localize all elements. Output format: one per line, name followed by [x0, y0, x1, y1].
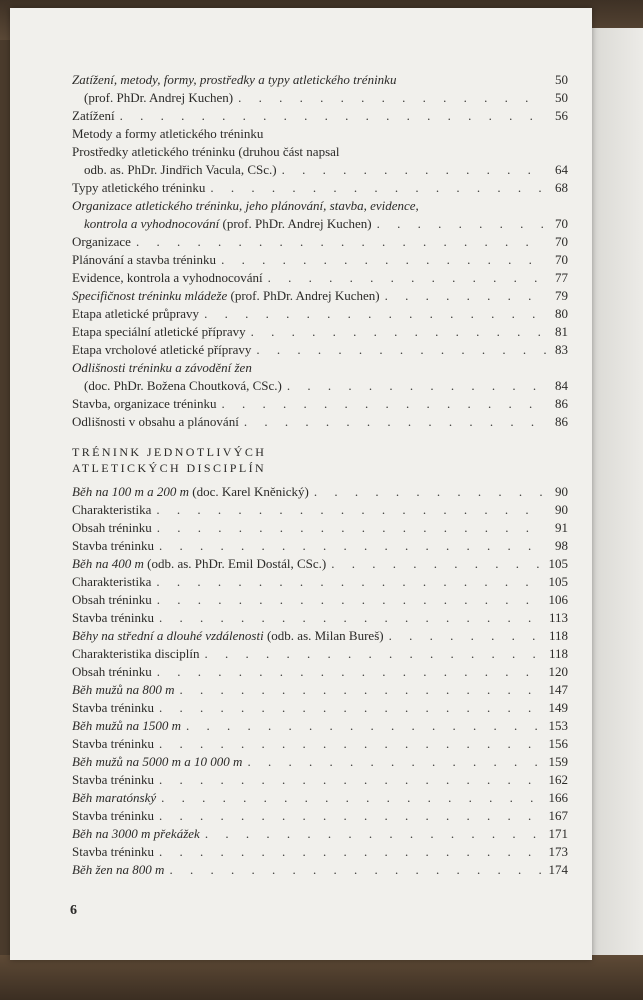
- toc-entry-title: Zatížení, metody, formy, prostředky a typy atletického tréninku: [72, 72, 397, 87]
- toc-entry-page: 79: [555, 288, 568, 303]
- toc-entry-title: Charakteristika disciplín: [72, 646, 200, 661]
- toc-entry-title: Stavba, organizace tréninku: [72, 396, 217, 411]
- toc-entry-title: Zatížení: [72, 108, 115, 123]
- toc-entry-title: Stavba tréninku: [72, 700, 154, 715]
- toc-dot-leader: [181, 718, 546, 733]
- toc-entry-page: 68: [555, 180, 568, 195]
- toc-entry-page: 70: [555, 216, 568, 231]
- toc-entry-author: (prof. PhDr. Andrej Kuchen): [219, 216, 372, 231]
- toc-entry-page: 64: [555, 162, 568, 177]
- toc-entry-author: (doc. Karel Kněnický): [189, 484, 309, 499]
- toc-entry-title: (prof. PhDr. Andrej Kuchen): [84, 90, 234, 105]
- toc-entry-title: Plánování a stavba tréninku: [72, 252, 217, 267]
- toc-entry: [72, 126, 568, 141]
- toc-entry: [72, 144, 568, 159]
- toc-entry-title: Organizace atletického tréninku, jeho plánování, stavba, evidence,: [72, 198, 419, 213]
- toc-entry-title: Etapa speciální atletické přípravy: [72, 324, 246, 339]
- toc-dot-leader: [380, 288, 546, 303]
- toc-entry-title: Organizace: [72, 234, 131, 249]
- toc-dot-leader: [251, 342, 546, 357]
- toc-entry-page: 84: [555, 378, 568, 393]
- section-heading-line: TRÉNINK JEDNOTLIVÝCH: [72, 445, 267, 459]
- toc-dot-leader: [154, 844, 546, 859]
- toc-dot-leader: [200, 826, 546, 841]
- toc-entry-title: Charakteristika: [72, 502, 152, 517]
- toc-entry-title: Stavba tréninku: [72, 844, 154, 859]
- toc-entry: [72, 90, 568, 105]
- toc-dot-leader: [152, 592, 546, 607]
- toc-entry-title: Běhy na střední a dlouhé vzdálenosti: [72, 628, 264, 643]
- toc-entry-title: Běh mužů na 5000 m a 10 000 m: [72, 754, 243, 769]
- toc-entry-page: 70: [555, 234, 568, 249]
- toc-entry: [72, 664, 568, 679]
- toc-entry: [72, 414, 568, 429]
- toc-entry: [72, 700, 568, 715]
- background-desk-bottom: [0, 955, 643, 1000]
- toc-entry: [72, 718, 568, 733]
- toc-dot-leader: [246, 324, 546, 339]
- toc-dot-leader: [154, 772, 546, 787]
- toc-entry-title: (doc. PhDr. Božena Choutková, CSc.): [84, 378, 282, 393]
- toc-entry-page: 81: [555, 324, 568, 339]
- toc-entry-page: 171: [548, 826, 568, 841]
- toc-entry: [72, 844, 568, 859]
- toc-entry: [72, 754, 568, 769]
- toc-entry-page: 105: [548, 574, 568, 589]
- toc-entry-title: Etapa vrcholové atletické přípravy: [72, 342, 252, 357]
- toc-dot-leader: [384, 628, 546, 643]
- toc-entry-title: Metody a formy atletického tréninku: [72, 126, 264, 141]
- toc-dot-leader: [217, 396, 546, 411]
- toc-entry-page: 113: [548, 610, 568, 625]
- toc-entry-title: odb. as. PhDr. Jindřich Vacula, CSc.): [84, 162, 277, 177]
- toc-entry-author: (prof. PhDr. Andrej Kuchen): [227, 288, 380, 303]
- toc-dot-leader: [152, 664, 546, 679]
- toc-dot-leader: [154, 736, 546, 751]
- toc-dot-leader: [156, 790, 546, 805]
- toc-entry: [72, 306, 568, 321]
- toc-dot-leader: [216, 252, 546, 267]
- toc-entry-page: 86: [555, 396, 568, 411]
- toc-entry: [72, 790, 568, 805]
- toc-entry: [72, 252, 568, 267]
- toc-entry: [72, 180, 568, 195]
- toc-entry-title: Odlišnosti tréninku a závodění žen: [72, 360, 252, 375]
- toc-dot-leader: [326, 556, 546, 571]
- toc-dot-leader: [151, 574, 546, 589]
- toc-entry: [72, 324, 568, 339]
- toc-entry-page: 50: [555, 90, 568, 105]
- toc-entry-title: Etapa atletické průpravy: [72, 306, 200, 321]
- toc-entry: [72, 72, 568, 87]
- toc-entry-title: Stavba tréninku: [72, 772, 154, 787]
- toc-entry: [72, 826, 568, 841]
- toc-dot-leader: [263, 270, 546, 285]
- toc-entry-page: 90: [555, 484, 568, 499]
- toc-dot-leader: [131, 234, 546, 249]
- toc-dot-leader: [242, 754, 546, 769]
- toc-entry-page: 105: [548, 556, 568, 571]
- toc-entry-title: Odlišnosti v obsahu a plánování: [72, 414, 239, 429]
- toc-dot-leader: [199, 306, 546, 321]
- toc-entry: [72, 360, 568, 375]
- toc-dot-leader: [282, 378, 546, 393]
- toc-entry-page: 120: [548, 664, 568, 679]
- toc-entry-title: Běh na 100 m a 200 m: [72, 484, 189, 499]
- toc-entry-title: Běh mužů na 1500 m: [72, 718, 182, 733]
- toc-dot-leader: [154, 808, 546, 823]
- toc-entry-page: 159: [548, 754, 568, 769]
- toc-dot-leader: [199, 646, 546, 661]
- toc-dot-leader: [309, 484, 546, 499]
- toc-dot-leader: [239, 414, 546, 429]
- book-page: [10, 8, 592, 960]
- toc-entry: [72, 502, 568, 517]
- toc-entry-title: Běh mužů na 800 m: [72, 682, 175, 697]
- toc-entry-title: kontrola a vyhodnocování: [84, 216, 220, 231]
- toc-entry-title: Stavba tréninku: [72, 808, 154, 823]
- toc-dot-leader: [154, 538, 546, 553]
- toc-entry: [72, 484, 568, 499]
- toc-dot-leader: [154, 610, 546, 625]
- toc-entry-page: 77: [555, 270, 568, 285]
- toc-dot-leader: [277, 162, 546, 177]
- toc-entry-title: Stavba tréninku: [72, 538, 154, 553]
- toc-entry-title: Prostředky atletického tréninku (druhou část napsal: [72, 144, 340, 159]
- section-heading: [72, 444, 472, 476]
- toc-entry: [72, 396, 568, 411]
- toc-entry: [72, 108, 568, 123]
- toc-entry-title: Běh na 3000 m překážek: [72, 826, 200, 841]
- toc-entry-author: (odb. as. PhDr. Emil Dostál, CSc.): [143, 556, 327, 571]
- toc-entry: [72, 556, 568, 571]
- toc-entry: [72, 288, 568, 303]
- toc-entry-page: 80: [555, 306, 568, 321]
- toc-entry: [72, 736, 568, 751]
- toc-entry: [72, 628, 568, 643]
- toc-dot-leader: [372, 216, 546, 231]
- toc-entry: [72, 610, 568, 625]
- toc-entry-page: 166: [548, 790, 568, 805]
- toc-entry-page: 70: [555, 252, 568, 267]
- toc-entry-title: Stavba tréninku: [72, 736, 154, 751]
- background-facing-page: [588, 28, 643, 988]
- section-heading-line: ATLETICKÝCH DISCIPLÍN: [72, 461, 267, 475]
- toc-entry-page: 153: [548, 718, 568, 733]
- toc-entry-page: 173: [548, 844, 568, 859]
- toc-entry-page: 162: [548, 772, 568, 787]
- toc-entry-page: 167: [548, 808, 568, 823]
- toc-entry-page: 149: [548, 700, 568, 715]
- toc-entry: [72, 808, 568, 823]
- toc-entry: [72, 342, 568, 357]
- toc-dot-leader: [151, 502, 546, 517]
- page-number: 6: [70, 903, 77, 918]
- toc-entry-page: 56: [555, 108, 568, 123]
- toc-entry-page: 118: [548, 628, 568, 643]
- toc-dot-leader: [233, 90, 546, 105]
- toc-entry-title: Obsah tréninku: [72, 664, 152, 679]
- toc-entry: [72, 862, 568, 877]
- toc-entry-title: Specifičnost tréninku mládeže: [72, 288, 228, 303]
- toc-entry: [72, 216, 568, 231]
- toc-entry-page: 90: [555, 502, 568, 517]
- toc-entry: [72, 198, 568, 213]
- toc-entry: [72, 234, 568, 249]
- toc-entry-page: 86: [555, 414, 568, 429]
- toc-entry-title: Běh maratónský: [72, 790, 157, 805]
- toc-entry: [72, 378, 568, 393]
- toc-entry-title: Běh žen na 800 m: [72, 862, 165, 877]
- toc-entry: [72, 592, 568, 607]
- toc-dot-leader: [175, 682, 546, 697]
- toc-dot-leader: [154, 700, 546, 715]
- toc-dot-leader: [115, 108, 546, 123]
- toc-dot-leader: [164, 862, 546, 877]
- toc-entry-title: Charakteristika: [72, 574, 152, 589]
- toc-entry: [72, 538, 568, 553]
- toc-entry-page: 174: [548, 862, 568, 877]
- toc-entry: [72, 520, 568, 535]
- toc-entry-title: Typy atletického tréninku: [72, 180, 206, 195]
- toc-dot-leader: [152, 520, 546, 535]
- toc-entry-title: Běh na 400 m: [72, 556, 144, 571]
- toc-entry-page: 118: [548, 646, 568, 661]
- toc-entry: [72, 682, 568, 697]
- toc-entry: [72, 270, 568, 285]
- toc-entry-page: 147: [548, 682, 568, 697]
- toc-entry-author: (odb. as. Milan Bureš): [263, 628, 384, 643]
- toc-entry-page: 91: [555, 520, 568, 535]
- toc-dot-leader: [205, 180, 546, 195]
- toc-entry-page: 106: [548, 592, 568, 607]
- toc-entry-page: 83: [555, 342, 568, 357]
- toc-entry: [72, 646, 568, 661]
- toc-entry-title: Evidence, kontrola a vyhodnocování: [72, 270, 263, 285]
- toc-entry: [72, 574, 568, 589]
- toc-entry: [72, 162, 568, 177]
- toc-entry: [72, 772, 568, 787]
- toc-entry-page: 98: [555, 538, 568, 553]
- toc-entry-page: 156: [548, 736, 568, 751]
- toc-entry-title: Obsah tréninku: [72, 592, 152, 607]
- toc-entry-title: Stavba tréninku: [72, 610, 154, 625]
- toc-entry-page: 50: [555, 72, 568, 87]
- toc-entry-title: Obsah tréninku: [72, 520, 152, 535]
